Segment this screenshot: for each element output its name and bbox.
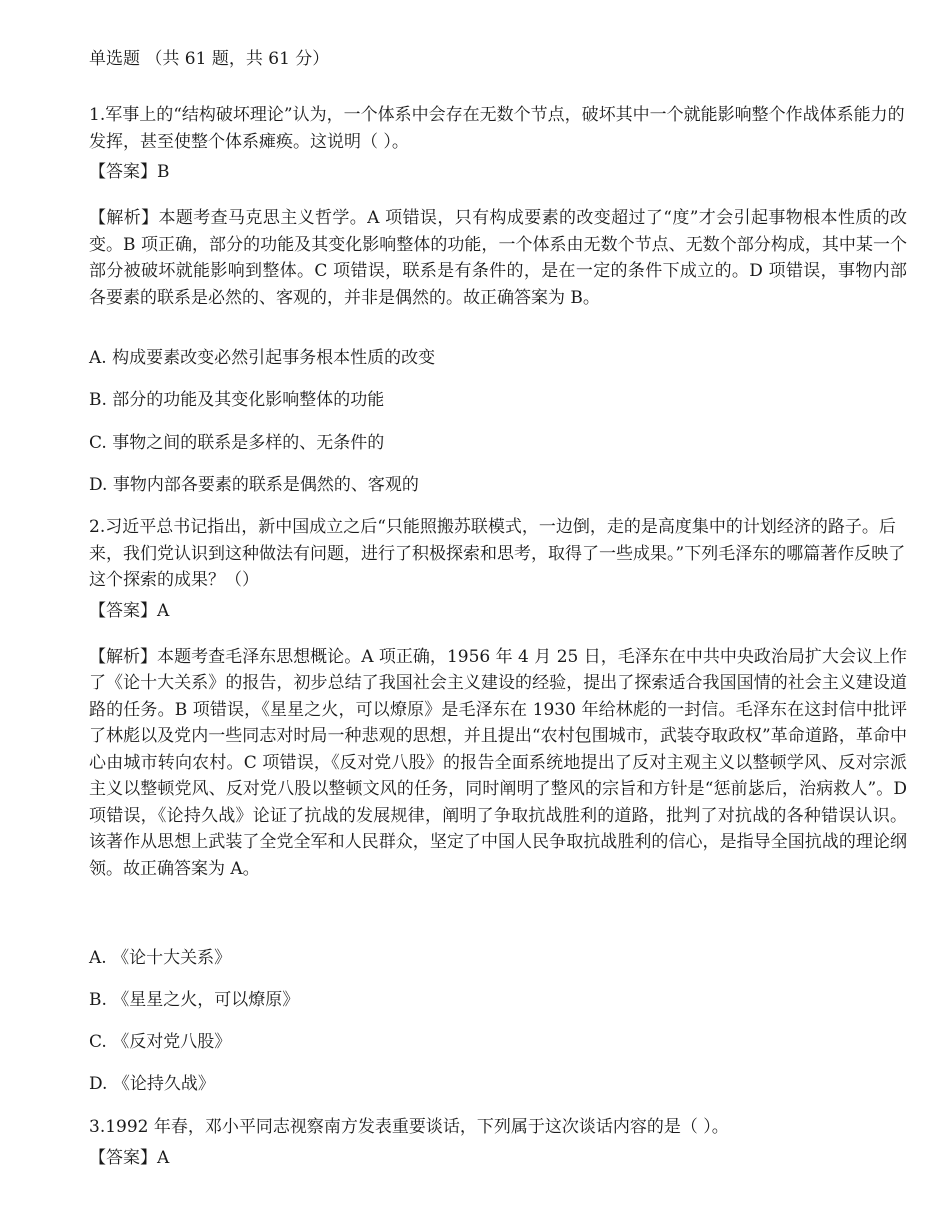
- question-stem: 1.军事上的“结构破坏理论”认为，一个体系中会存在无数个节点，破坏其中一个就能影响整个作战体系能力的发挥，甚至使整个体系瘫痪。这说明（ ）。: [89, 105, 905, 152]
- question-2: [89, 514, 907, 882]
- option-b: B. 部分的功能及其变化影响整体的功能: [89, 390, 385, 410]
- answer-line: 【答案】B: [89, 162, 170, 182]
- question-stem: 3.1992 年春，邓小平同志视察南方发表重要谈话，下列属于这次谈话内容的是（ ）。: [89, 1117, 729, 1137]
- option-a: A. 构成要素改变必然引起事务根本性质的改变: [89, 348, 436, 368]
- analysis-text: 【解析】本题考查毛泽东思想概论。A 项正确，1956 年 4 月 25 日，毛泽东在中共中央政治局扩大会议上作了《论十大关系》的报告，初步总结了我国社会主义建设的经验，提出了探索适合我国国情的社会主义建设道路的任务。B 项错误，《星星之火，可以燎原》是毛泽东在 1930 年给林彪的一封信。毛泽东在这封信中批评了林彪以及党内一些同志对时局一种悲观的思想，并且提出“农村包围城市，武装夺取政权”革命道路，革命中心由城市转向农村。C 项错误，《反对党八股》的报告全面系统地提出了反对主观主义以整顿学风、反对宗派主义以整顿党风、反对党八股以整顿文风的任务，同时阐明了整风的宗旨和方针是“惩前毖后，治病救人”。D 项错误，《论持久战》论证了抗战的发展规律，阐明了争取抗战胜利的道路，批判了对抗战的各种错误认识。该著作从思想上武装了全党全军和人民群众，坚定了中国人民争取抗战胜利的信心，是指导全国抗战的理论纲领。故正确答案为 A。: [89, 646, 907, 879]
- option-c: C. 事物之间的联系是多样的、无条件的: [89, 433, 385, 453]
- answer-line: 【答案】A: [89, 1147, 170, 1168]
- answer-line: 【答案】A: [89, 600, 170, 621]
- option-b: B. 《星星之火，可以燎原》: [89, 990, 300, 1010]
- option-c: C. 《反对党八股》: [89, 1032, 232, 1052]
- analysis-text: 【解析】本题考查马克思主义哲学。A 项错误，只有构成要素的改变超过了“度”才会引起事物根本性质的改变。B 项正确，部分的功能及其变化影响整体的功能，一个体系由无数个节点、无数个部分构成，其中某一个部分被破坏就能影响到整体。C 项错误，联系是有条件的，是在一定的条件下成立的。D 项错误，事物内部各要素的联系是必然的、客观的，并非是偶然的。故正确答案为 B。: [89, 208, 907, 308]
- section-header: 单选题 （共 61 题，共 61 分）: [89, 49, 330, 69]
- option-d: D. 事物内部各要素的联系是偶然的、客观的: [89, 475, 419, 495]
- question-3: [89, 1114, 907, 1171]
- option-a: A. 《论十大关系》: [89, 948, 232, 968]
- question-stem: 2.习近平总书记指出，新中国成立之后“只能照搬苏联模式，一边倒，走的是高度集中的计划经济的路子。后来，我们党认识到这种做法有问题，进行了积极探索和思考，取得了一些成果。”下列毛泽东的哪篇著作反映了这个探索的成果？（）: [89, 517, 906, 590]
- option-d: D. 《论持久战》: [89, 1074, 215, 1094]
- question-1: [89, 102, 907, 311]
